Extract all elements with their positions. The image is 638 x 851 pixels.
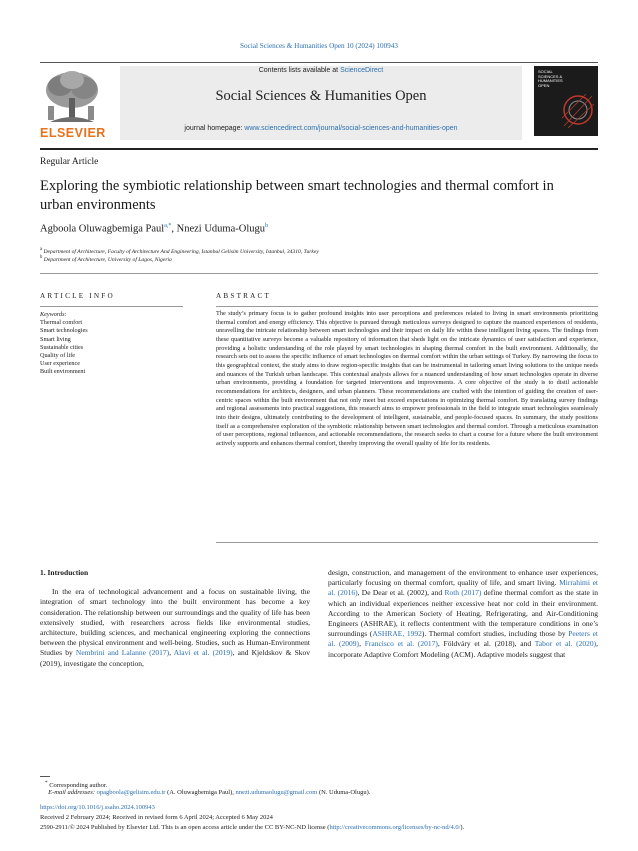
email-note — [40, 788, 598, 797]
license-suffix: ). — [460, 824, 465, 831]
email-2-name: (N. Uduma-Olugu). — [317, 789, 371, 796]
affil-a-sup: a — [40, 247, 43, 252]
citation-link[interactable]: Alavi et al. (2019) — [173, 648, 233, 658]
meta-divider — [40, 273, 598, 274]
affil-b-sup: b — [40, 255, 43, 260]
citation-link[interactable]: Roth (2017) — [444, 588, 482, 598]
corresponding-text: Corresponding author. — [49, 782, 108, 790]
license-line — [40, 823, 600, 833]
citation-link[interactable]: Mirrahimi et al. (2016) — [328, 578, 598, 598]
contents-available — [120, 67, 522, 74]
keyword: Quality of life — [40, 352, 76, 360]
body-column-right — [328, 568, 598, 660]
article-type: Regular Article — [40, 157, 99, 167]
affiliation-b — [40, 255, 172, 263]
citation-link[interactable]: ASHRAE, 1992 — [372, 629, 422, 639]
doi-link[interactable]: https://doi.org/10.1016/j.ssaho.2024.100943 — [40, 804, 155, 811]
footnote-rule — [40, 776, 50, 777]
abstract-rule — [216, 306, 598, 307]
author-1[interactable]: Agboola Oluwagbemiga Paul — [40, 223, 165, 235]
license-prefix: 2590-2911/© 2024 Published by Elsevier Ltd. This is an open access article under the CC BY-NC-ND license ( — [40, 824, 330, 831]
section-heading: 1. Introduction — [40, 568, 89, 577]
email-1-name: (A. Oluwagbemiga Paul), — [165, 789, 236, 796]
text: , — [359, 639, 365, 649]
text: design, construction, and management of the environment to enhance user experiences, particularly focusing on thermal comfort, quality of life, and smart living. — [328, 568, 598, 588]
abstract-text: The study’s primary focus is to gather profound insights into user perceptions and preferences related to living in smart environments prioritizing thermal comfort and energy efficiency. This objective is pursued through meticulous surveys designed to capture the nuanced experiences of residents, unravelling the intricate relationship between smart technologies and their impact on daily life within these intelligent living spaces. The findings from these quantitative surveys become a valuable repository of information that sheds light on the intricate dynamics of user satisfaction and experience, providing a holistic understanding of the role played by smart technologies in shaping thermal comfort in the built environment. Additionally, the research sets out to assess the specific influence of smart technologies on thermal comfort within the urban settings of Turkey. By narrowing the focus to this geographical context, the study aims to draw region-specific insights that can be instrumental in tailoring smart living solutions to the unique needs and nuances of the Turkish urban landscape. This contextual analysis allows for a nuanced understanding of how smart technologies operate in diverse urban environments, providing a foundation for targeted interventions and improvements. A core objective of the study is to distil actionable recommendations for architects, designers, and urban planners. These recommendations are crafted with the intention of guiding the creation of user-centric spaces within the built environment that not only meet but exceed expectations in optimizing thermal comfort. By translating survey findings and regional assessments into practical suggestions, this research aims to empower professionals in the field to integrate smart technologies seamlessly into their designs, ultimately contributing to the development of intelligent, sustainable, and people-focused spaces. In summary, the study positions itself as a comprehensive exploration of the symbiotic relationship between smart technologies and thermal comfort. Through a meticulous examination of user perceptions, regional influences, and actionable recommendations, the research seeks to chart a course for a future where the built environment actively supports and enhances thermal comfort, thereby improving the overall quality of life for its residents. — [216, 310, 598, 447]
author-1-affil[interactable]: a,* — [164, 223, 172, 229]
journal-title: Social Sciences & Humanities Open — [215, 88, 427, 104]
citation-link[interactable]: Peeters et al. (2009) — [328, 629, 598, 649]
body-column-left — [40, 568, 310, 669]
sciencedirect-link[interactable]: ScienceDirect — [340, 67, 384, 74]
email-label: E-mail addresses: — [48, 789, 96, 796]
journal-homepage — [120, 125, 522, 132]
text: , — [169, 648, 174, 658]
header-top-rule — [40, 62, 598, 63]
keyword: User experience — [40, 360, 81, 368]
article-info-label: ARTICLE INFO — [40, 292, 115, 300]
homepage-link[interactable]: www.sciencedirect.com/journal/social-sciences-and-humanities-open — [244, 125, 458, 132]
journal-cover-icon — [534, 66, 598, 136]
cover-title: SOCIAL SCIENCES & HUMANITIES OPEN — [538, 69, 563, 88]
email-link-2[interactable]: nnezi.udumaolugu@gmail.com — [235, 789, 318, 796]
keywords-list — [40, 311, 183, 377]
journal-reference-link[interactable]: Social Sciences & Humanities Open 10 (2024) 100943 — [240, 42, 398, 50]
text: , and Kjeldskov & Skov (2019), investigate the conception, — [40, 648, 310, 668]
citation-link[interactable]: Nembrini and Lalanne (2017) — [75, 648, 170, 658]
author-2-affil[interactable]: b — [265, 223, 269, 229]
text: , Földváry et al. (2018), and — [437, 639, 535, 649]
affil-b-text: Department of Architecture, University of Lagos, Nigeria — [43, 256, 172, 263]
keywords-rule — [40, 306, 183, 307]
citation-link[interactable]: Francisco et al. (2017) — [364, 639, 438, 649]
received-dates: Received 2 February 2024; Received in revised form 6 April 2024; Accepted 6 May 2024 — [40, 814, 273, 821]
license-link[interactable]: http://creativecommons.org/licenses/by-nc-nd/4.0/ — [329, 824, 461, 831]
text: define thermal comfort as the state in which an individual experiences neither excessive heat nor cold in their environment. According to the American Society of Heating, Refrigerating, and Air-Conditioning Engineers (ASHRAE), it reflects contentment with the temperature conditions in one’s surroundings ( — [328, 588, 598, 639]
text: , incorporate Adaptive Comfort Modeling (ACM). Adaptive models suggest that — [328, 639, 598, 659]
affil-a-text: Department of Architecture, Faculty of Architecture And Engineering, Istanbul Gelisim University, Istanbul, 34310, Turkey — [43, 248, 319, 255]
text: In the era of technological advancement and a focus on sustainable living, the integration of smart technology into the built environment has become a key consideration. The relationship between our surroundings and the quality of life has been extensively studied, with researchers across fields like environmental studies, architecture, building sciences, and mechanical engineering exploring the connections between the physical environment and well-being. Studies, such as Human-Environment Studies by — [40, 587, 310, 658]
intro-paragraph — [40, 587, 310, 669]
elsevier-logo-text: ELSEVIER — [40, 126, 106, 140]
abstract-label: ABSTRACT — [216, 292, 272, 300]
footnote-star: * — [44, 780, 48, 786]
text: , De Dear et al. (2002), and — [357, 588, 445, 598]
author-2[interactable]: Nnezi Uduma-Olugu — [176, 223, 266, 235]
text: ). Thermal comfort studies, including those by — [421, 629, 569, 639]
keywords-heading: Keywords: — [40, 311, 67, 318]
keyword: Smart technologies — [40, 327, 88, 335]
keyword: Sustainable cities — [40, 343, 84, 351]
contents-prefix: Contents lists available at — [258, 67, 341, 74]
article-title: Exploring the symbiotic relationship between smart technologies and thermal comfort in urban environments — [40, 178, 554, 213]
header-bottom-rule — [40, 148, 598, 150]
keyword: Thermal comfort — [40, 319, 83, 327]
keyword: Smart living — [40, 335, 71, 343]
email-link-1[interactable]: opagboola@gelisim.edu.tr — [96, 789, 166, 796]
abstract-bottom-rule — [216, 542, 598, 543]
authors: Agboola Oluwagbemiga Paul$^{a,*}$, Nnezi Uduma-Olugu$^b$ — [40, 223, 269, 235]
homepage-prefix: journal homepage: — [184, 125, 245, 132]
citation-link[interactable]: Tabor et al. (2020) — [534, 639, 597, 649]
keyword: Built environment — [40, 368, 86, 376]
affiliation-a — [40, 247, 319, 255]
